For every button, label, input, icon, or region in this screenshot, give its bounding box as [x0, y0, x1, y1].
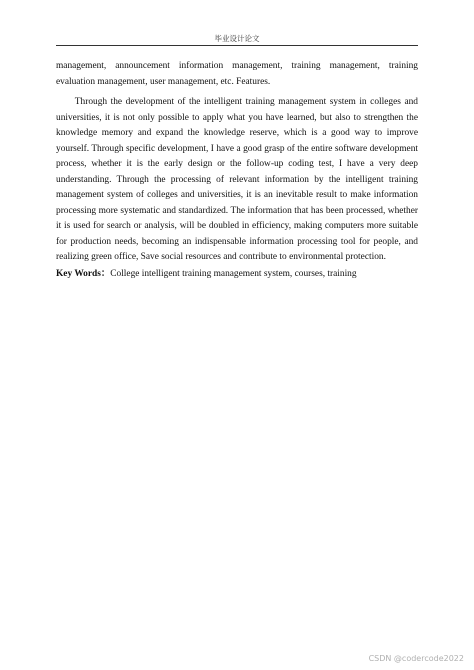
keywords-text: College intelligent training management system, courses, training: [110, 268, 357, 279]
header-rule: [56, 45, 418, 46]
abstract-body: [56, 59, 418, 282]
keywords-label: Key Words：: [56, 268, 111, 279]
watermark: CSDN @codercode2022: [368, 654, 464, 663]
abstract-paragraph-2: Through the development of the intelligent training management system in colleges and universities, it is not only possible to apply what you have learned, but also to strengthen the knowledge memory and expand the knowledge reserve, which is a good way to improve yourself. Through specific development, I have a good grasp of the entire software development process, whether it is the early design or the follow-up coding test, I have a very deep understanding. Through the processing of relevant information by the intelligent training management system of colleges and universities, it is an inevitable result to make information processing more systematic and standardized. The information that has been processed, whether it is used for search or analysis, will be doubled in efficiency, making computers more suitable for production needs, becoming an indispensable information processing tool for people, and realizing green office, Save social resources and contribute to environmental protection.: [56, 97, 418, 262]
abstract-paragraph-1: management, announcement information management, training management, training evaluation management, user management, etc. Features.: [56, 61, 418, 87]
keywords-line: [56, 267, 418, 283]
page-header: 毕业设计论文: [214, 34, 260, 43]
